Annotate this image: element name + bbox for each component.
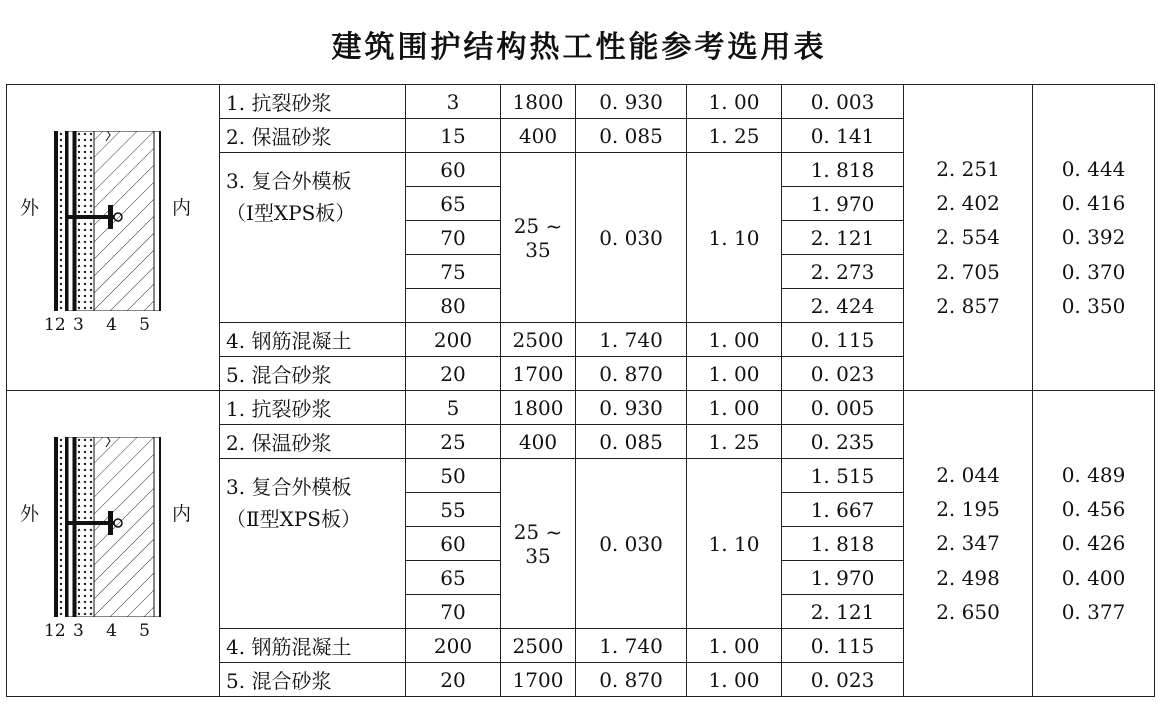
thickness-cell: 25 xyxy=(406,425,501,459)
resistance-cell: 1. 970 xyxy=(782,187,904,221)
layer-name: 2. 保温砂浆 xyxy=(220,119,406,153)
layer-numbers: 12 3 4 5 xyxy=(44,314,150,335)
thickness-cell: 20 xyxy=(406,663,501,697)
resistance-cell: 1. 818 xyxy=(782,153,904,187)
correction-factor-cell: 1. 10 xyxy=(687,153,782,323)
layer-name xyxy=(220,153,406,323)
inside-label: 内 xyxy=(172,196,192,219)
total-resistance-value: 2. 251 xyxy=(936,156,1000,181)
thickness-cell: 20 xyxy=(406,357,501,391)
layer-name: 4. 钢筋混凝土 xyxy=(220,323,406,357)
correction-factor-cell: 1. 00 xyxy=(687,629,782,663)
layer-name: 5. 混合砂浆 xyxy=(220,357,406,391)
thickness-cell: 75 xyxy=(406,255,501,289)
thickness-cell: 65 xyxy=(406,187,501,221)
thermal-performance-table xyxy=(6,84,1155,697)
heat-transfer-coefficient-value: 0. 456 xyxy=(1061,496,1126,521)
board-name: 3. 复合外模板 xyxy=(226,169,352,193)
total-resistance-list xyxy=(904,458,1032,630)
density-cell: 400 xyxy=(501,425,576,459)
layer-name xyxy=(220,459,406,629)
diagram-cell xyxy=(7,85,220,391)
page-title: 建筑围护结构热工性能参考选用表 xyxy=(331,30,827,65)
conductivity-cell: 0. 030 xyxy=(576,153,687,323)
thickness-cell: 70 xyxy=(406,595,501,629)
density-cell: 25 ~ 35 xyxy=(501,153,576,323)
resistance-cell: 1. 515 xyxy=(782,459,904,493)
correction-factor-cell: 1. 10 xyxy=(687,459,782,629)
resistance-cell: 0. 023 xyxy=(782,663,904,697)
density-cell: 1800 xyxy=(501,85,576,119)
heat-transfer-coefficient-value: 0. 370 xyxy=(1061,259,1126,284)
thickness-cell: 55 xyxy=(406,493,501,527)
thickness-cell: 50 xyxy=(406,459,501,493)
thickness-cell: 3 xyxy=(406,85,501,119)
total-resistance-value: 2. 857 xyxy=(936,294,1000,319)
layer-name: 2. 保温砂浆 xyxy=(220,425,406,459)
heat-transfer-coefficient-list xyxy=(1033,458,1154,630)
total-resistance-value: 2. 347 xyxy=(936,531,1000,556)
density-cell: 1800 xyxy=(501,391,576,425)
resistance-cell: 2. 273 xyxy=(782,255,904,289)
correction-factor-cell: 1. 00 xyxy=(687,663,782,697)
heat-transfer-coefficient-cell xyxy=(1033,85,1155,391)
total-resistance-value: 2. 402 xyxy=(936,190,1000,215)
conductivity-cell: 0. 030 xyxy=(576,459,687,629)
total-resistance-value: 2. 044 xyxy=(936,462,1000,487)
heat-transfer-coefficient-value: 0. 444 xyxy=(1061,156,1126,181)
table-row xyxy=(7,391,1155,425)
heat-transfer-coefficient-value: 0. 416 xyxy=(1061,190,1126,215)
resistance-cell: 1. 818 xyxy=(782,527,904,561)
resistance-cell: 0. 005 xyxy=(782,391,904,425)
resistance-cell: 2. 424 xyxy=(782,289,904,323)
total-resistance-value: 2. 195 xyxy=(936,496,1000,521)
density-cell: 2500 xyxy=(501,323,576,357)
density-cell: 400 xyxy=(501,119,576,153)
thickness-cell: 15 xyxy=(406,119,501,153)
conductivity-cell: 0. 870 xyxy=(576,663,687,697)
layer-name: 1. 抗裂砂浆 xyxy=(220,85,406,119)
resistance-cell: 2. 121 xyxy=(782,221,904,255)
heat-transfer-coefficient-value: 0. 350 xyxy=(1061,294,1126,319)
wall-layers-drawing xyxy=(52,437,172,617)
heat-transfer-coefficient-value: 0. 426 xyxy=(1061,531,1126,556)
thickness-cell: 70 xyxy=(406,221,501,255)
resistance-cell: 1. 667 xyxy=(782,493,904,527)
total-resistance-value: 2. 650 xyxy=(936,600,1000,625)
total-resistance-cell xyxy=(904,85,1033,391)
thickness-cell: 60 xyxy=(406,153,501,187)
resistance-cell: 0. 115 xyxy=(782,629,904,663)
wall-layers-drawing xyxy=(52,131,172,311)
correction-factor-cell: 1. 00 xyxy=(687,357,782,391)
diagram-cell xyxy=(7,391,220,697)
heat-transfer-coefficient-value: 0. 392 xyxy=(1061,225,1126,250)
heat-transfer-coefficient-cell xyxy=(1033,391,1155,697)
table-row xyxy=(7,85,1155,119)
density-cell: 1700 xyxy=(501,357,576,391)
total-resistance-value: 2. 554 xyxy=(936,225,1000,250)
thickness-cell: 65 xyxy=(406,561,501,595)
thickness-cell: 60 xyxy=(406,527,501,561)
resistance-cell: 0. 235 xyxy=(782,425,904,459)
wall-section-diagram xyxy=(8,429,218,659)
resistance-cell: 0. 003 xyxy=(782,85,904,119)
conductivity-cell: 0. 930 xyxy=(576,85,687,119)
conductivity-cell: 0. 085 xyxy=(576,425,687,459)
heat-transfer-coefficient-list xyxy=(1033,152,1154,324)
total-resistance-value: 2. 705 xyxy=(936,259,1000,284)
conductivity-cell: 0. 870 xyxy=(576,357,687,391)
density-cell: 2500 xyxy=(501,629,576,663)
layer-name: 1. 抗裂砂浆 xyxy=(220,391,406,425)
board-type: （Ⅱ型XPS板） xyxy=(226,507,361,531)
total-resistance-cell xyxy=(904,391,1033,697)
thickness-cell: 200 xyxy=(406,323,501,357)
wall-section-diagram xyxy=(8,123,218,353)
resistance-cell: 0. 141 xyxy=(782,119,904,153)
density-cell: 1700 xyxy=(501,663,576,697)
correction-factor-cell: 1. 00 xyxy=(687,323,782,357)
total-resistance-list xyxy=(904,152,1032,324)
outside-label: 外 xyxy=(20,502,40,525)
layer-name: 4. 钢筋混凝土 xyxy=(220,629,406,663)
resistance-cell: 1. 970 xyxy=(782,561,904,595)
conductivity-cell: 1. 740 xyxy=(576,629,687,663)
board-name: 3. 复合外模板 xyxy=(226,475,352,499)
outside-label: 外 xyxy=(20,196,40,219)
board-type: （Ⅰ型XPS板） xyxy=(226,201,356,225)
correction-factor-cell: 1. 25 xyxy=(687,119,782,153)
conductivity-cell: 0. 085 xyxy=(576,119,687,153)
correction-factor-cell: 1. 00 xyxy=(687,391,782,425)
conductivity-cell: 1. 740 xyxy=(576,323,687,357)
thickness-cell: 80 xyxy=(406,289,501,323)
resistance-cell: 0. 023 xyxy=(782,357,904,391)
heat-transfer-coefficient-value: 0. 489 xyxy=(1061,462,1126,487)
inside-label: 内 xyxy=(172,502,192,525)
heat-transfer-coefficient-value: 0. 400 xyxy=(1061,565,1126,590)
layer-numbers: 12 3 4 5 xyxy=(44,620,150,641)
density-cell: 25 ~ 35 xyxy=(501,459,576,629)
correction-factor-cell: 1. 25 xyxy=(687,425,782,459)
heat-transfer-coefficient-value: 0. 377 xyxy=(1061,600,1126,625)
correction-factor-cell: 1. 00 xyxy=(687,85,782,119)
thickness-cell: 5 xyxy=(406,391,501,425)
resistance-cell: 0. 115 xyxy=(782,323,904,357)
resistance-cell: 2. 121 xyxy=(782,595,904,629)
layer-name: 5. 混合砂浆 xyxy=(220,663,406,697)
conductivity-cell: 0. 930 xyxy=(576,391,687,425)
thickness-cell: 200 xyxy=(406,629,501,663)
total-resistance-value: 2. 498 xyxy=(936,565,1000,590)
